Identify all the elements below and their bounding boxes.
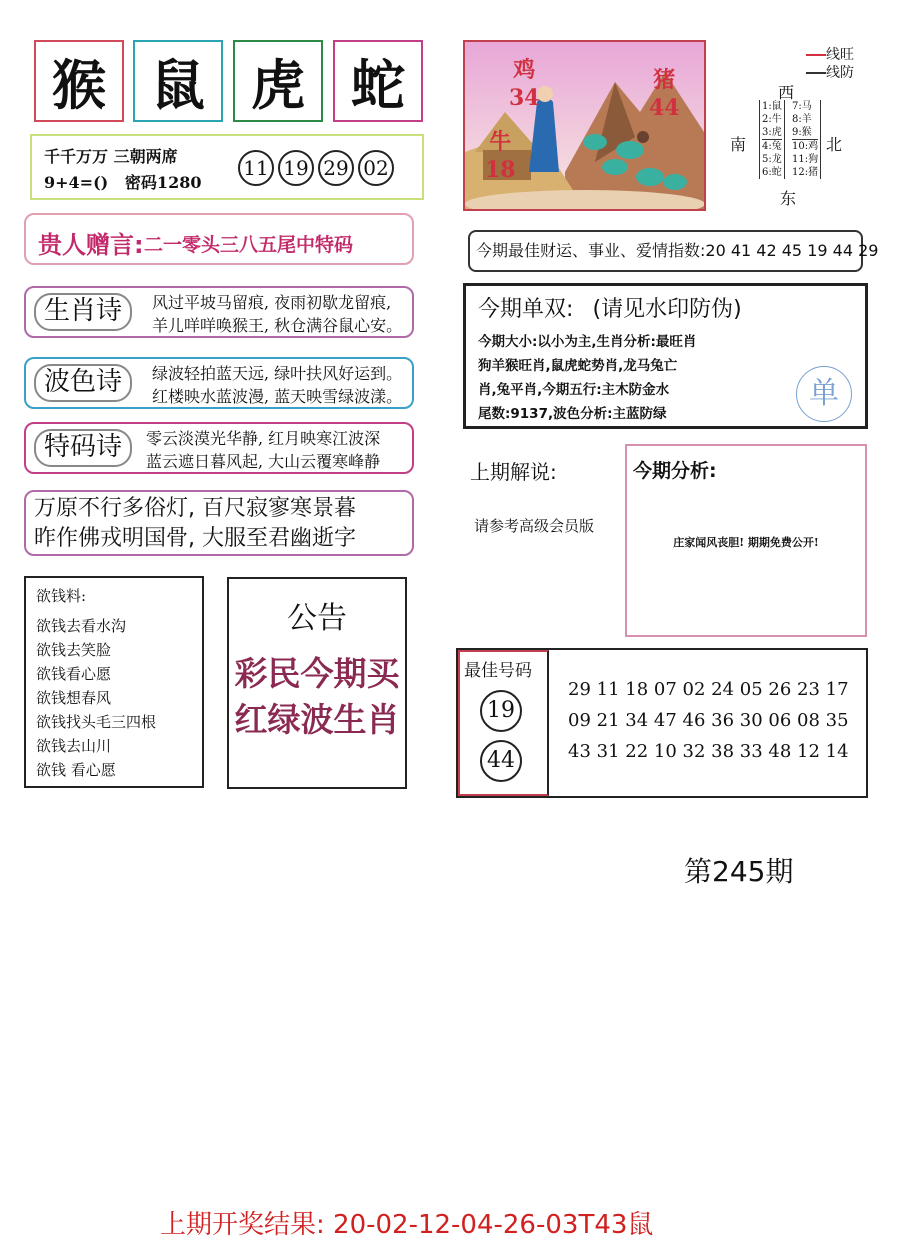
compass-cell: 2:牛 (762, 114, 782, 125)
picture-zodiac: 鸡 (513, 57, 536, 83)
compass-cell: 11:狗 (792, 154, 819, 165)
riddle-line-1: 千千万万 三朝两席 (44, 147, 178, 166)
picture-zodiac: 牛 (489, 129, 512, 155)
notice-box (227, 577, 407, 789)
legend-label: 线旺 (826, 47, 854, 63)
poem-line: 羊儿咩咩唤猴王, 秋仓满谷鼠心安。 (152, 316, 403, 335)
riddle-text-box (24, 490, 414, 556)
poem-tag: 波色诗 (34, 364, 132, 402)
zodiac-poem-box (24, 286, 414, 338)
analysis-text: 庄家闻风丧胆! 期期免费公开! (673, 536, 819, 549)
analysis-title: 今期分析: (633, 460, 717, 482)
best-pick: 44 (480, 740, 522, 782)
riddle-box (30, 134, 424, 200)
compass-north: 北 (826, 135, 843, 154)
odd-even-watermark (796, 366, 852, 422)
scene-picture (463, 40, 706, 211)
compass-cell: 12:猪 (792, 167, 819, 178)
notice-line: 彩民今期买 (234, 654, 400, 693)
zodiac-label: 蛇 (351, 53, 405, 117)
last-issue-note: 请参考高级会员版 (474, 517, 595, 535)
special-number-poem-box (24, 422, 414, 474)
poem-line: 零云淡漠光华静, 红月映寒江波深 (146, 429, 381, 448)
odd-even-subtitle: (请见水印防伪) (592, 297, 742, 322)
picture-number: 34 (509, 85, 540, 111)
odd-even-box (463, 283, 868, 429)
compass-cell: 9:猴 (792, 126, 818, 140)
poem-tag: 特码诗 (34, 429, 132, 467)
legend-label: 线防 (826, 65, 854, 81)
riddle-text-line: 万原不行多俗灯, 百尺寂寥寒景暮 (34, 496, 356, 521)
poem-line: 蓝云遮日暮风起, 大山云覆寒峰静 (146, 452, 381, 471)
zodiac-box-rat (133, 40, 223, 122)
money-box (24, 576, 204, 788)
zodiac-box-tiger (233, 40, 323, 122)
money-item: 欲钱去笑脸 (36, 641, 112, 659)
riddle-line-2: 9+4=() 密码1280 (44, 173, 202, 192)
number-circle: 29 (318, 150, 354, 186)
poem-line: 绿波轻拍蓝天远, 绿叶扶风好运到。 (152, 364, 403, 383)
number-circle: 11 (238, 150, 274, 186)
issue-number: 第245期 (684, 855, 794, 888)
compass-south: 南 (730, 135, 747, 154)
odd-even-line: 尾数:9137,波色分析:主蓝防绿 (478, 406, 667, 422)
zodiac-label: 猴 (52, 53, 106, 117)
gift-title: 贵人赠言: (38, 231, 144, 259)
picture-number: 44 (649, 95, 680, 121)
compass-cell: 6:蛇 (762, 167, 782, 178)
best-pick: 19 (480, 690, 522, 732)
money-item: 欲钱去看水沟 (36, 617, 127, 635)
compass-legend (806, 46, 854, 82)
fortune-index-label: 今期最佳财运、事业、爱情指数: (476, 241, 706, 260)
notice-title: 公告 (287, 601, 347, 636)
odd-even-line: 今期大小:以小为主,生肖分析:最旺肖 (478, 334, 697, 350)
compass-cell: 1:鼠 (762, 101, 782, 112)
poem-line: 风过平坡马留痕, 夜雨初歇龙留痕, (152, 293, 392, 312)
money-item: 欲钱找头毛三四根 (36, 713, 157, 731)
zodiac-box-snake (333, 40, 423, 122)
money-item: 欲钱想春风 (36, 689, 112, 707)
money-item: 欲钱去山川 (36, 737, 112, 755)
gift-banner (24, 213, 414, 265)
poem-tag: 生肖诗 (34, 293, 132, 331)
notice-line: 红绿波生肖 (234, 700, 400, 739)
compass-cell: 3:虎 (762, 127, 782, 138)
money-title: 欲钱料: (36, 587, 87, 605)
money-item: 欲钱看心愿 (36, 665, 112, 683)
picture-number: 18 (485, 157, 516, 183)
fortune-index-numbers: 20 41 42 45 19 44 29 (705, 241, 879, 260)
poem-line: 红楼映水蓝波漫, 蓝天映雪绿波漾。 (152, 387, 403, 406)
compass-cell: 5:龙 (762, 154, 782, 165)
riddle-text-line: 昨作佛戎明国骨, 大服至君幽逝字 (34, 526, 356, 551)
compass-east: 东 (780, 189, 797, 208)
compass-cell: 10:鸡 (792, 141, 819, 152)
last-result: 上期开奖结果: 20-02-12-04-26-03T43鼠 (160, 1210, 654, 1240)
zodiac-label: 虎 (251, 53, 305, 117)
wave-color-poem-box (24, 357, 414, 409)
compass-cell: 4:兔 (762, 141, 782, 152)
best-picks-panel (458, 650, 549, 796)
best-numbers-box (456, 648, 868, 798)
riddle-numbers (238, 150, 398, 186)
fortune-index-bar (468, 230, 879, 272)
number-circle: 02 (358, 150, 394, 186)
compass-cell: 8:羊 (792, 114, 812, 125)
compass (728, 80, 848, 210)
money-item: 欲钱 看心愿 (36, 761, 116, 779)
gift-text: 二一零头三八五尾中特码 (144, 234, 354, 256)
best-number-row: 09 21 34 47 46 36 30 06 08 35 (568, 710, 849, 731)
picture-zodiac: 猪 (653, 67, 676, 93)
zodiac-box-monkey (34, 40, 124, 122)
odd-even-line: 肖,兔平肖,今期五行:主木防金水 (478, 382, 670, 398)
best-number-row: 29 11 18 07 02 24 05 26 23 17 (568, 679, 849, 700)
analysis-box (625, 444, 867, 637)
compass-west: 西 (778, 83, 795, 102)
best-number-row: 43 31 22 10 32 38 33 48 12 14 (568, 741, 849, 762)
compass-cell: 7:马 (792, 101, 812, 112)
odd-even-line: 狗羊猴旺肖,鼠虎蛇势肖,龙马兔亡 (478, 358, 678, 374)
last-issue-title: 上期解说: (470, 460, 557, 484)
number-circle: 19 (278, 150, 314, 186)
odd-even-title: 今期单双: (478, 297, 574, 322)
zodiac-label: 鼠 (151, 53, 205, 117)
best-title: 最佳号码 (464, 661, 532, 681)
watermark-label: 单 (809, 376, 839, 411)
